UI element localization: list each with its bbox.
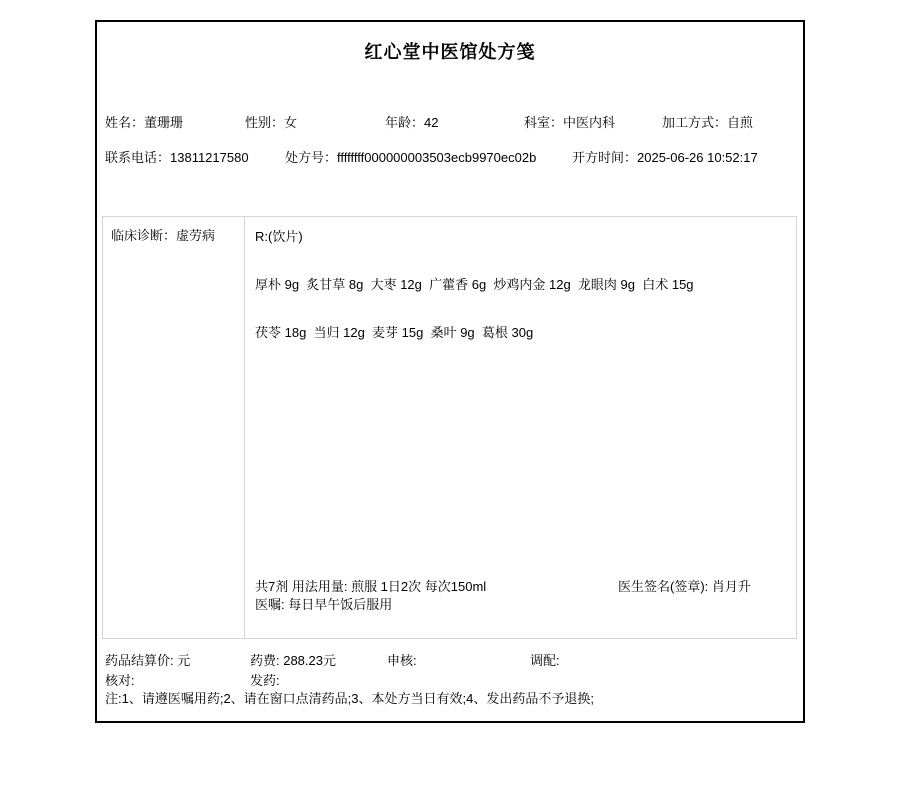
patient-gender: 性别：女	[245, 115, 298, 130]
patient-name: 姓名：董珊珊	[105, 115, 184, 130]
herb-line: 厚朴 9g 炙甘草 8g 大枣 12g 广藿香 6g 炒鸡内金 12g 龙眼肉 9g 白术 15g	[255, 277, 694, 292]
rx-header: R:(饮片)	[255, 229, 303, 244]
issue-time: 开方时间：2025-06-26 10:52:17	[572, 150, 758, 165]
prescription-number: 处方号：ffffffff000000003503ecb9970ec02b	[285, 150, 537, 165]
medicine-fee: 药费: 288.23元	[250, 653, 336, 668]
review-field: 申核:	[387, 653, 417, 668]
prescription-sheet	[95, 20, 805, 723]
clinical-diagnosis: 临床诊断：虚劳病	[111, 228, 216, 243]
processing-method: 加工方式：自煎	[662, 115, 754, 130]
prescription-title: 红心堂中医馆处方笺	[364, 42, 536, 62]
herb-line: 茯苓 18g 当归 12g 麦芽 15g 桑叶 9g 葛根 30g	[255, 325, 534, 340]
footer-note: 注:1、请遵医嘱用药;2、请在窗口点清药品;3、本处方当日有效;4、发出药品不予退换;	[105, 691, 594, 706]
usage-line: 共7剂 用法用量: 煎服 1日2次 每次150ml	[255, 579, 487, 594]
patient-age: 年龄：42	[385, 115, 439, 130]
dispense-field: 发药:	[250, 673, 280, 688]
contact-phone: 联系电话：13811217580	[105, 150, 249, 165]
check-field: 核对:	[105, 673, 135, 688]
rx-content-area	[245, 217, 796, 638]
prescription-box	[102, 216, 797, 639]
diagnosis-cell	[103, 217, 245, 638]
doctor-signature: 医生签名(签章): 肖月升	[618, 579, 751, 594]
compound-field: 调配:	[530, 653, 560, 668]
settlement-price: 药品结算价: 元	[105, 653, 191, 668]
doctor-instruction: 医嘱: 每日早午饭后服用	[255, 597, 393, 612]
department: 科室：中医内科	[524, 115, 616, 130]
